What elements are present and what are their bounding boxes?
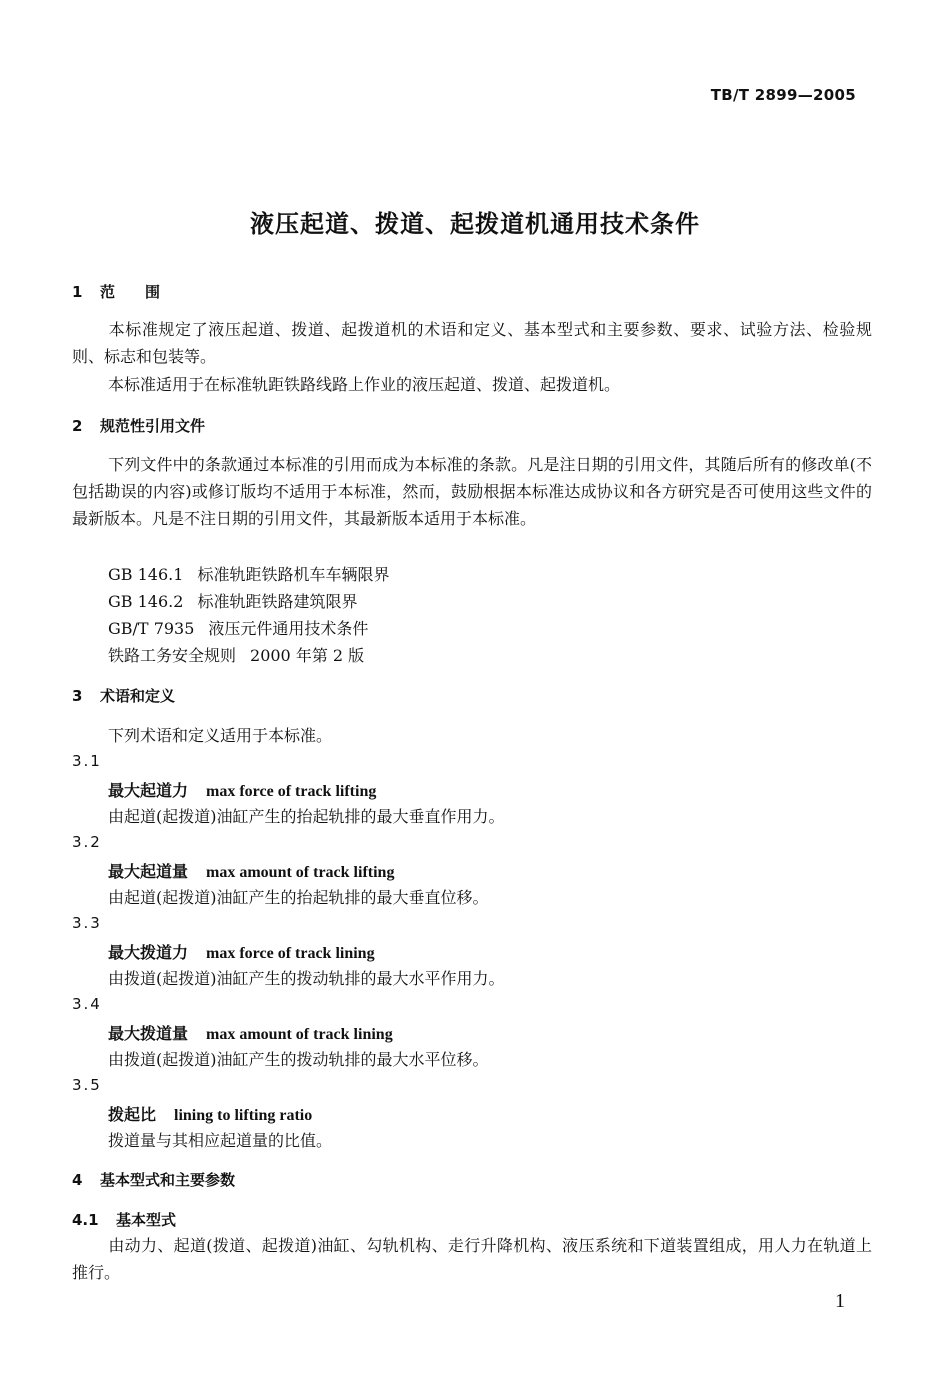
subsection-number: 4.1 — [72, 1211, 99, 1229]
reference-item: GB 146.2 标准轨距铁路建筑限界 — [108, 592, 358, 611]
term-number: 3.3 — [72, 914, 102, 932]
section-1-paragraph-2: 本标准适用于在标准轨距铁路线路上作业的液压起道、拨道、起拨道机。 — [108, 375, 621, 394]
section-1-paragraph-1: 本标准规定了液压起道、拨道、起拨道机的术语和定义、基本型式和主要参数、要求、试验方法、检验规则、标志和包装等。 — [72, 320, 872, 366]
term-definition: 由拨道(起拨道)油缸产生的拨动轨排的最大水平位移。 — [108, 1050, 489, 1069]
document-title: 液压起道、拨道、起拨道机通用技术条件 — [250, 210, 700, 238]
section-2-paragraph-1: 下列文件中的条款通过本标准的引用而成为本标准的条款。凡是注日期的引用文件，其随后所有的修改单(不包括勘误的内容)或修订版均不适用于本标准，然而，鼓励根据本标准达成协议和各方研究是否可使用这些文件的最新版本。凡是不注日期的引用文件，其最新版本适用于本标准。 — [72, 455, 872, 528]
reference-item: GB/T 7935 液压元件通用技术条件 — [108, 619, 369, 638]
section-2-heading — [72, 415, 205, 436]
section-number: 2 — [72, 417, 83, 435]
section-3-paragraph-1: 下列术语和定义适用于本标准。 — [108, 726, 333, 745]
section-title: 基本型式和主要参数 — [100, 1171, 236, 1189]
term-definition: 拨道量与其相应起道量的比值。 — [108, 1131, 333, 1150]
term-number: 3.4 — [72, 995, 102, 1013]
standard-code: TB/T 2899—2005 — [710, 86, 856, 104]
section-3-heading — [72, 685, 175, 706]
subsection-4-1-heading — [72, 1209, 176, 1230]
page-number: 1 — [835, 1290, 845, 1312]
section-1-heading — [72, 281, 160, 302]
term-number: 3.1 — [72, 752, 102, 770]
term-definition: 由拨道(起拨道)油缸产生的拨动轨排的最大水平作用力。 — [108, 969, 505, 988]
term-heading: 拨起比 lining to lifting ratio — [108, 1105, 313, 1124]
term-number: 3.5 — [72, 1076, 102, 1094]
reference-item: GB 146.1 标准轨距铁路机车车辆限界 — [108, 565, 390, 584]
term-heading: 最大拨道量 max amount of track lining — [108, 1024, 393, 1043]
section-title: 范 围 — [100, 283, 161, 301]
section-number: 1 — [72, 283, 83, 301]
term-definition: 由起道(起拨道)油缸产生的抬起轨排的最大垂直作用力。 — [108, 807, 505, 826]
section-title: 规范性引用文件 — [100, 417, 206, 435]
section-4-heading — [72, 1169, 235, 1190]
reference-item: 铁路工务安全规则 2000 年第 2 版 — [108, 646, 365, 665]
term-heading: 最大起道量 max amount of track lifting — [108, 862, 395, 881]
subsection-4-1-paragraph: 由动力、起道(拨道、起拨道)油缸、勾轨机构、走行升降机构、液压系统和下道装置组成，用人力在轨道上推行。 — [72, 1236, 872, 1282]
section-number: 3 — [72, 687, 83, 705]
term-number: 3.2 — [72, 833, 102, 851]
term-heading: 最大起道力 max force of track lifting — [108, 781, 377, 800]
section-title: 术语和定义 — [100, 687, 176, 705]
term-definition: 由起道(起拨道)油缸产生的抬起轨排的最大垂直位移。 — [108, 888, 489, 907]
term-heading: 最大拨道力 max force of track lining — [108, 943, 375, 962]
subsection-title: 基本型式 — [116, 1211, 177, 1229]
section-number: 4 — [72, 1171, 83, 1189]
